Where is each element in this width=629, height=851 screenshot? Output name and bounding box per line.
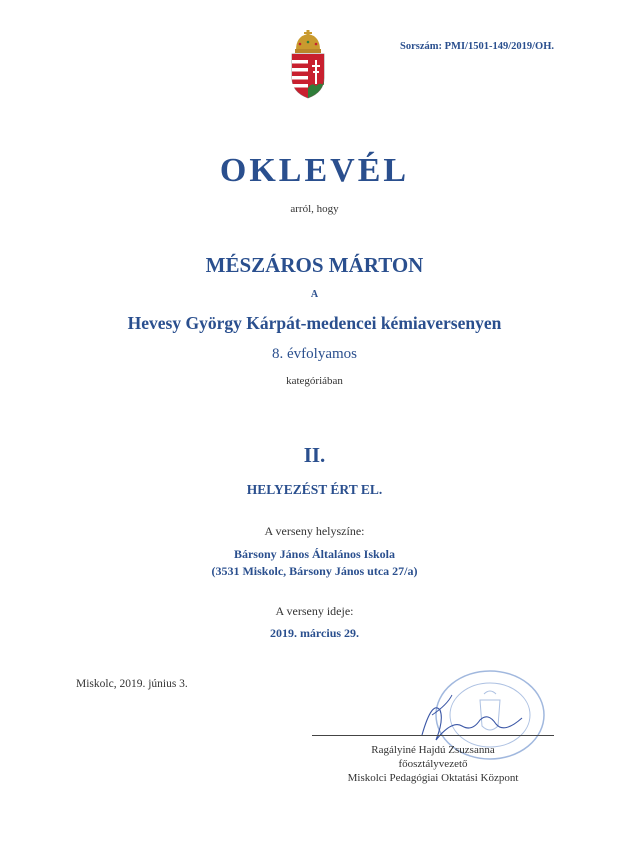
signature-line bbox=[312, 735, 554, 736]
recipient-name: MÉSZÁROS MÁRTON bbox=[205, 253, 424, 277]
venue-address: (3531 Miskolc, Bársony János utca 27/a) bbox=[211, 564, 418, 578]
article-text: A bbox=[310, 289, 319, 300]
document-title: OKLEVÉL bbox=[219, 152, 410, 189]
competition-name: Hevesy György Kárpát-medencei kémiaversenyen bbox=[127, 313, 502, 333]
serial-number: Sorszám: PMI/1501-149/2019/OH. bbox=[400, 41, 554, 52]
handwritten-signature bbox=[392, 690, 542, 750]
signatory-role: főosztályvezető bbox=[398, 758, 468, 770]
venue-label: A verseny helyszíne: bbox=[264, 524, 365, 538]
placement-rank: II. bbox=[303, 443, 326, 467]
intro-text: arról, hogy bbox=[290, 203, 339, 215]
competition-date: 2019. március 29. bbox=[269, 626, 360, 640]
grade-text: 8. évfolyamos bbox=[272, 346, 357, 362]
hungarian-coat-of-arms-icon bbox=[288, 30, 328, 100]
placement-text: HELYEZÉST ÉRT EL. bbox=[246, 482, 383, 497]
signatory-name: Ragályiné Hajdú Zsuzsanna bbox=[371, 744, 495, 756]
issue-place-date: Miskolc, 2019. június 3. bbox=[76, 678, 188, 690]
venue-name: Bársony János Általános Iskola bbox=[233, 547, 396, 561]
signatory-organization: Miskolci Pedagógiai Oktatási Központ bbox=[347, 772, 519, 784]
category-text: kategóriában bbox=[286, 375, 343, 387]
date-label: A verseny ideje: bbox=[275, 604, 354, 618]
